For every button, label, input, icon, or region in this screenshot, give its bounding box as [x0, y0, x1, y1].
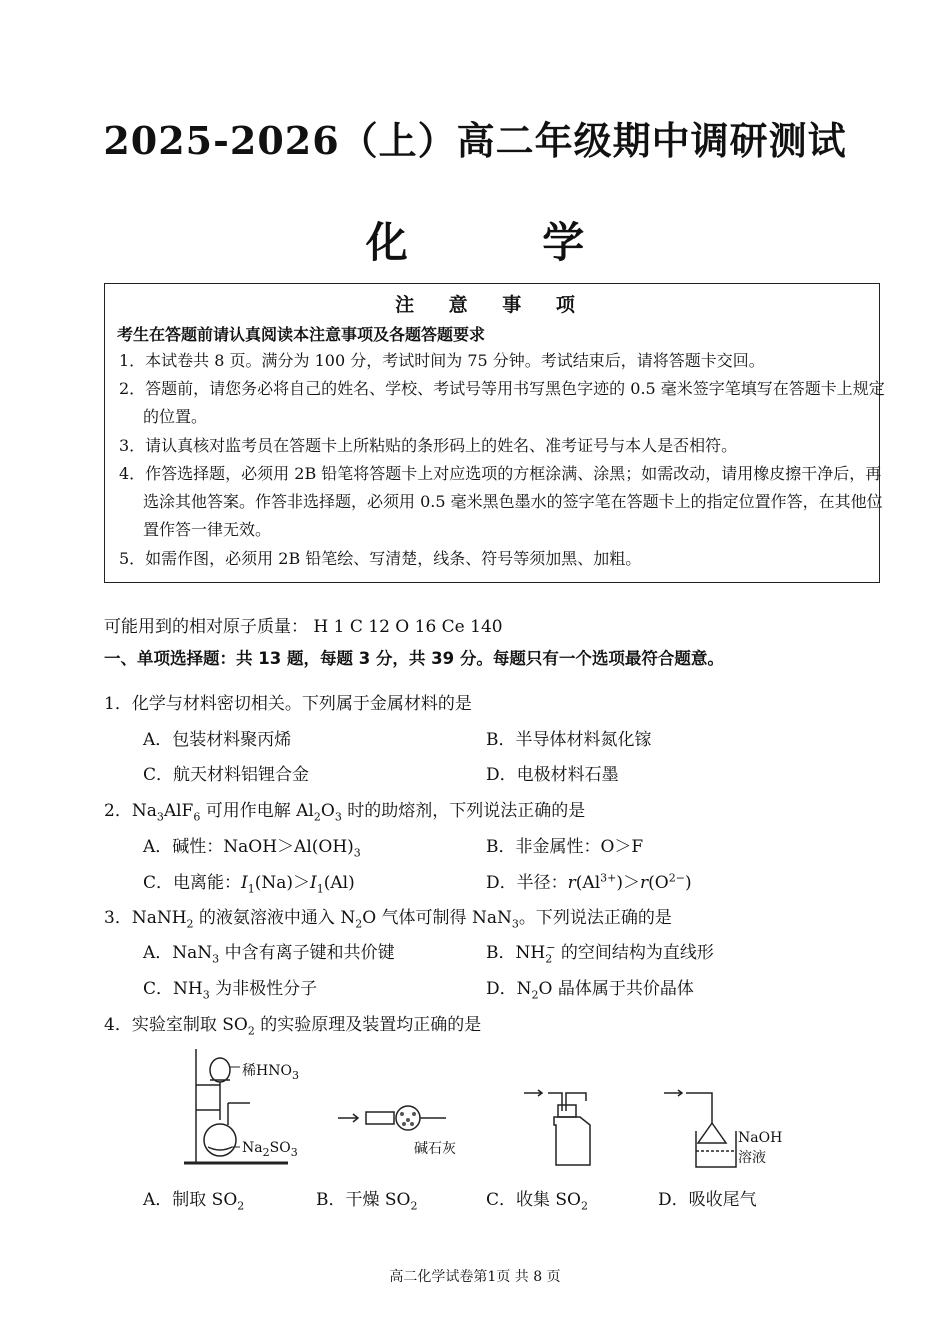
label-acid: 稀$HNO_3$ — [242, 1063, 299, 1082]
apparatus-b-drying-tube — [338, 1100, 458, 1140]
subject-title: 化 学 — [365, 218, 645, 267]
notice-item-1: 1．本试卷共 8 页。满分为 100 分，考试时间为 75 分钟。考试结束后，请将答题卡交回。 — [119, 351, 765, 370]
q4-option-a: A．制取 $SO_2$ — [143, 1190, 245, 1213]
label-naoh-solution: NaOH 溶液 — [738, 1130, 783, 1166]
notice-item-2: 2．答题前，请您务必将自己的姓名、学校、考试号等用书写黑色字迹的 0.5 毫米签字笔填写在答题卡上规定的位置。 — [119, 379, 885, 426]
question-2-stem: 2．$Na_3AlF_6$ 可用作电解 $Al_2O_3$ 时的助熔剂，下列说法正确的是 — [104, 801, 586, 824]
q3-option-c: C．$NH_3$ 为非极性分子 — [143, 979, 318, 1002]
q4-option-b: B．干燥 $SO_2$ — [316, 1190, 418, 1213]
q3-option-a: A．NaN$_3$ 中含有离子键和共价键 — [143, 943, 395, 966]
notice-heading: 注 意 事 项 — [395, 294, 589, 316]
notice-intro: 考生在答题前请认真阅读本注意事项及各题答题要求 — [117, 325, 486, 344]
exam-title: 2025-2026（上）高二年级期中调研测试 — [103, 118, 847, 163]
q1-option-a: A．包装材料聚丙烯 — [143, 730, 292, 750]
notice-item-3: 3．请认真核对监考员在答题卡上所粘贴的条形码上的姓名、准考证号与本人是否相符。 — [119, 436, 738, 455]
atomic-masses: 可能用到的相对原子质量： H 1 C 12 O 16 Ce 140 — [104, 617, 503, 637]
q1-option-c: C．航天材料铝锂合金 — [143, 765, 310, 785]
question-3-stem: 3．NaNH$_2$ 的液氨溶液中通入 $N_2O$ 气体可制得 NaN$_3$。下列说法正确的是 — [104, 908, 672, 931]
q3-option-b: B．$NH_2^-$ 的空间结构为直线形 — [486, 941, 714, 966]
q1-option-d: D．电极材料石墨 — [486, 765, 619, 785]
q1-option-b: B．半导体材料氮化镓 — [486, 730, 652, 750]
apparatus-d-absorption-beaker — [660, 1085, 740, 1170]
q2-option-d: D．半径：$r(Al^{3+})>r(O^{2-})$ — [486, 871, 692, 893]
section-heading: 一、单项选择题：共 13 题，每题 3 分，共 39 分。每题只有一个选项最符合题意。 — [104, 649, 724, 668]
question-4-stem: 4．实验室制取 $SO_2$ 的实验原理及装置均正确的是 — [104, 1015, 482, 1038]
label-lime: 碱石灰 — [414, 1141, 456, 1157]
notice-box — [104, 283, 885, 583]
question-1-stem: 1．化学与材料密切相关。下列属于金属材料的是 — [104, 694, 472, 714]
notice-item-4: 4．作答选择题，必须用 2B 铅笔将答题卡上对应选项的方框涂满、涂黑；如需改动，请用橡皮擦干净后，再选涂其他答案。作答非选择题，必须用 0.5 毫米黑色墨水的签字笔在答题卡上的指定位置作答，在其他位置作答一律无效。 — [119, 464, 883, 539]
page-footer: 高二化学试卷第1页 共 8 页 — [389, 1269, 561, 1285]
label-salt: $Na_2SO_3$ — [242, 1140, 298, 1159]
q2-option-b: B．非金属性：O＞F — [486, 837, 644, 857]
notice-item-5: 5．如需作图，必须用 2B 铅笔绘、写清楚，线条、符号等须加黑、加粗。 — [119, 549, 642, 568]
q4-option-c: C．收集 $SO_2$ — [486, 1190, 588, 1213]
apparatus-c-collection-bottle — [520, 1085, 600, 1170]
q3-option-d: D．$N_2O$ 晶体属于共价晶体 — [486, 979, 694, 1002]
q2-option-c: C．电离能：$I_1(Na)>I_1(Al)$ — [143, 873, 355, 896]
q2-option-a: A．碱性：$NaOH>Al(OH)_3$ — [143, 837, 361, 860]
q4-option-d: D．吸收尾气 — [658, 1190, 757, 1210]
